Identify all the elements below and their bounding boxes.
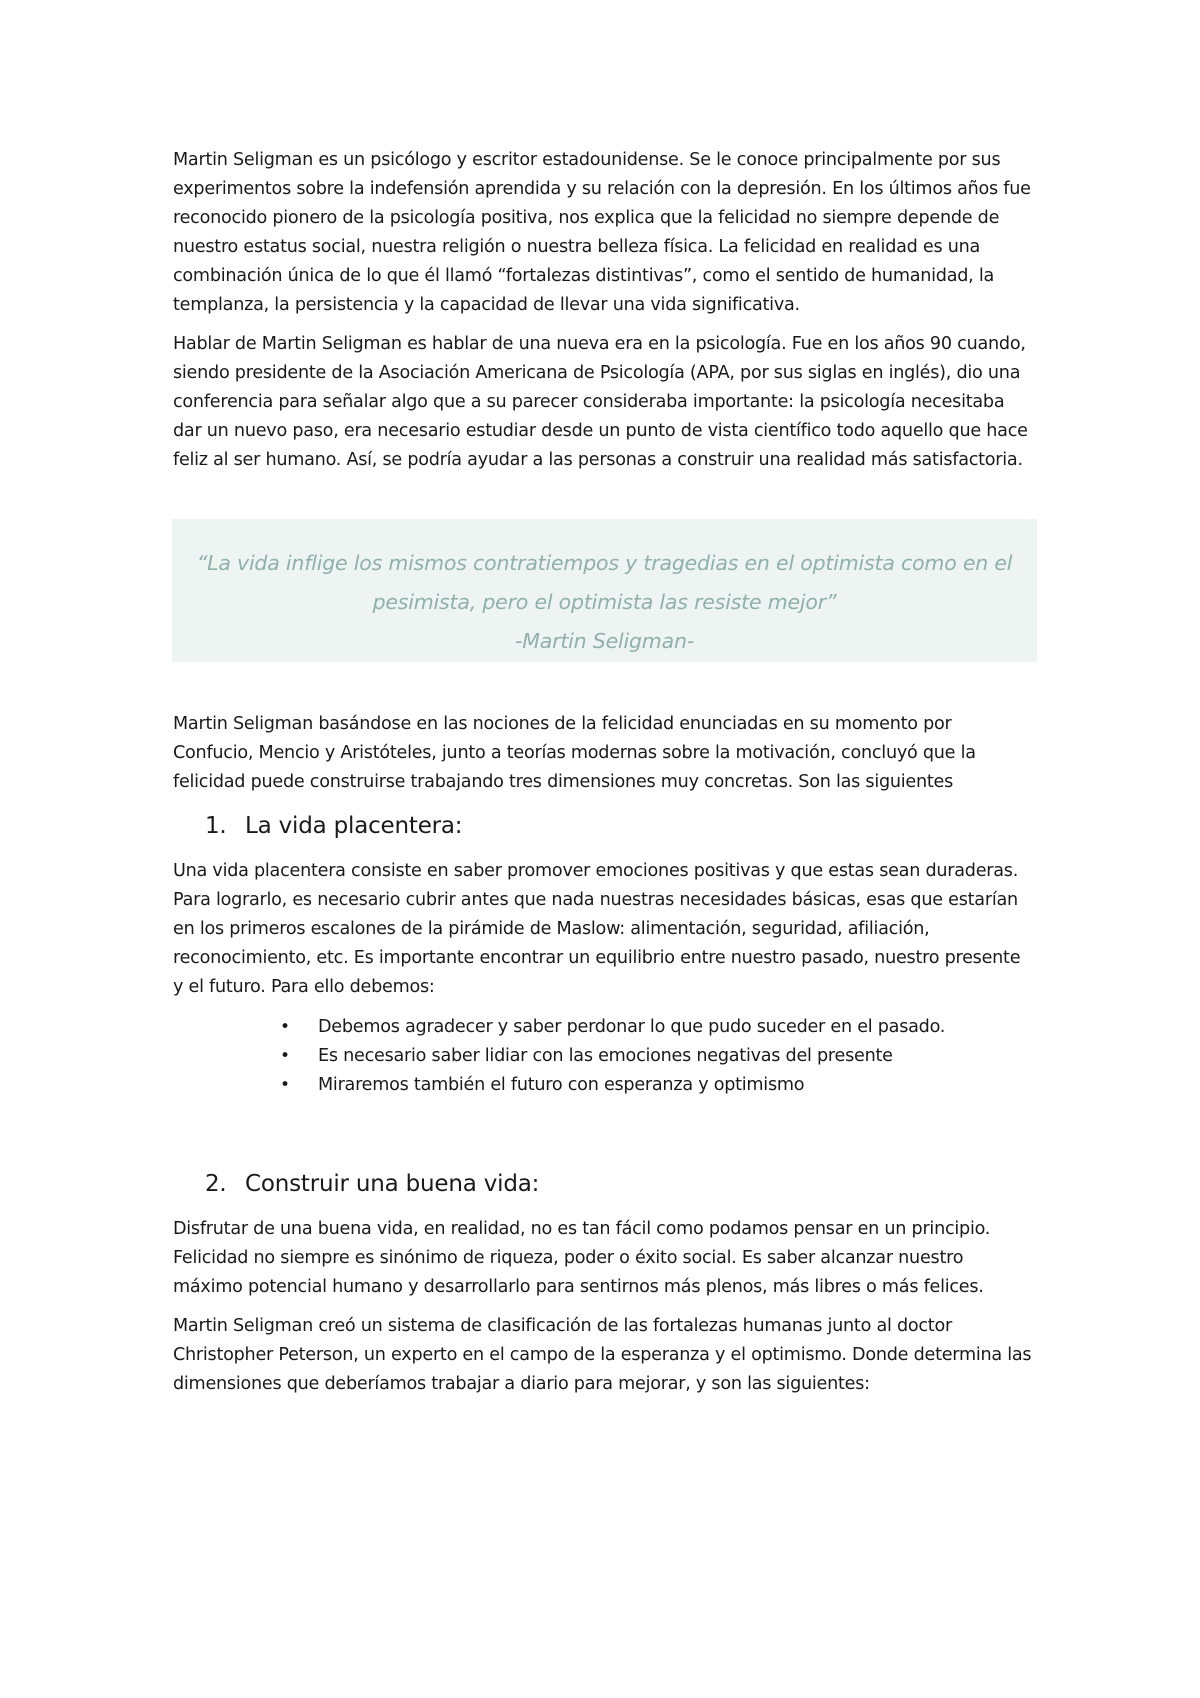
heading-vida-placentera (173, 803, 1035, 849)
list-item-text: Debemos agradecer y saber perdonar lo que pudo suceder en el pasado. (318, 1017, 946, 1037)
quote-author: -Martin Seligman- (515, 629, 694, 653)
quote-line-2: pesimista, pero el optimista las resiste mejor” (372, 590, 837, 614)
bullet-icon: • (280, 1046, 290, 1066)
document-body (173, 146, 1035, 1399)
paragraph-buena-vida: Disfrutar de una buena vida, en realidad, no es tan fácil como podamos pensar en un principio. Felicidad no siempre es sinónimo de riqueza, poder o éxito social. Es saber alcanzar nuestro máximo potencial humano y desarrollarlo para sentirnos más plenos, más libres o más felices. (173, 1219, 991, 1297)
heading-text: La vida placentera: (245, 813, 463, 839)
bullet-icon: • (280, 1017, 290, 1037)
bullet-list (173, 1013, 1035, 1100)
paragraph-dimensions: Martin Seligman basándose en las nociones de la felicidad enunciadas en su momento por Confucio, Mencio y Aristóteles, junto a teorías modernas sobre la motivación, concluyó que la felicidad puede construirse trabajando tres dimensiones muy concretas. Son las siguientes (173, 714, 976, 792)
heading-number: 1. (205, 813, 227, 839)
list-item-text: Es necesario saber lidiar con las emociones negativas del presente (318, 1046, 893, 1066)
paragraph-intro: Martin Seligman es un psicólogo y escritor estadounidense. Se le conoce principalmente por sus experimentos sobre la indefensión aprendida y su relación con la depresión. En los últimos años fue reconocido pionero de la psicología positiva, nos explica que la felicidad no siempre depende de nuestro estatus social, nuestra religión o nuestra belleza física. La felicidad en realidad es una combinación única de lo que él llamó “fortalezas distintivas”, como el sentido de humanidad, la templanza, la persistencia y la capacidad de llevar una vida significativa. (173, 150, 1031, 315)
paragraph-vida-placentera: Una vida placentera consiste en saber promover emociones positivas y que estas sean duraderas. Para lograrlo, es necesario cubrir antes que nada nuestras necesidades básicas, esas que estarían en los primeros escalones de la pirámide de Maslow: alimentación, seguridad, afiliación, reconocimiento, etc. Es importante encontrar un equilibrio entre nuestro pasado, nuestro presente y el futuro. Para ello debemos: (173, 861, 1021, 997)
list-item (280, 1071, 1035, 1100)
quote-line-1: “La vida inflige los mismos contratiempos y tragedias en el optimista como en el (196, 551, 1013, 575)
heading-text: Construir una buena vida: (245, 1171, 540, 1197)
list-item (280, 1042, 1035, 1071)
heading-number: 2. (205, 1171, 227, 1197)
heading-buena-vida (173, 1161, 1035, 1207)
bullet-icon: • (280, 1075, 290, 1095)
paragraph-new-era: Hablar de Martin Seligman es hablar de una nueva era en la psicología. Fue en los años 90 cuando, siendo presidente de la Asociación Americana de Psicología (APA, por sus siglas en inglés), dio una conferencia para señalar algo que a su parecer consideraba importante: la psicología necesitaba dar un nuevo paso, era necesario estudiar desde un punto de vista científico todo aquello que hace feliz al ser humano. Así, se podría ayudar a las personas a construir una realidad más satisfactoria. (173, 334, 1028, 470)
list-item-text: Miraremos también el futuro con esperanza y optimismo (318, 1075, 805, 1095)
list-item (280, 1013, 1035, 1042)
paragraph-clasificacion: Martin Seligman creó un sistema de clasificación de las fortalezas humanas junto al doctor Christopher Peterson, un experto en el campo de la esperanza y el optimismo. Donde determina las dimensiones que deberíamos trabajar a diario para mejorar, y son las siguientes: (173, 1316, 1032, 1394)
quote-block (172, 519, 1037, 662)
